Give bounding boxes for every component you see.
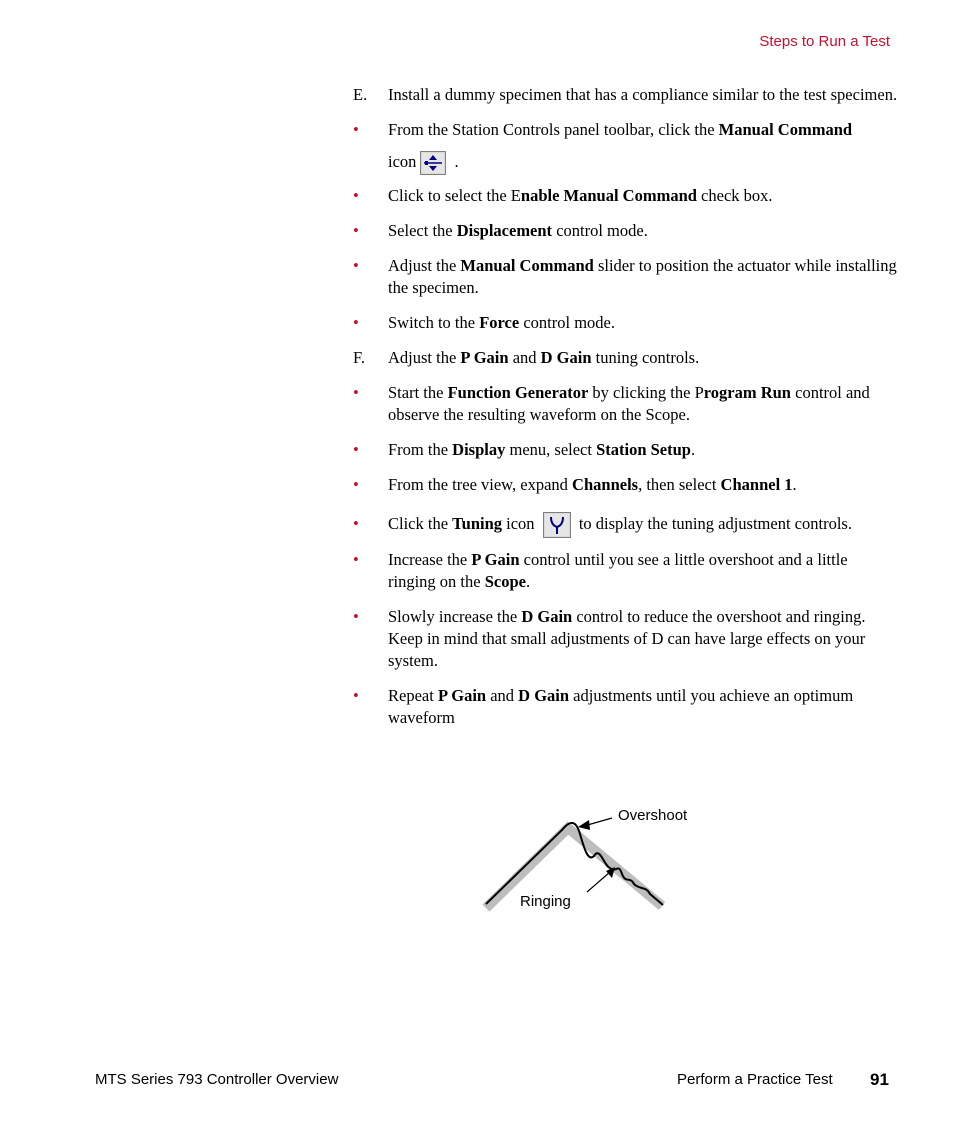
step-marker: E. xyxy=(353,85,368,104)
step-text-pre: Slowly increase the xyxy=(388,607,522,626)
step-text-bold: Manual Command xyxy=(460,256,594,275)
bullet-marker: • xyxy=(353,550,359,569)
bullet-marker: • xyxy=(353,440,359,459)
step-text-post: . xyxy=(525,572,531,591)
step-f-bullet-7 xyxy=(353,685,898,729)
step-text-post: control mode. xyxy=(552,221,648,240)
bullet-marker: • xyxy=(353,313,359,332)
step-f-bullet-4 xyxy=(353,509,898,539)
step-text-bold: P Gain xyxy=(471,550,520,569)
step-text-pre: From the tree view, expand xyxy=(388,475,573,494)
bullet-marker: • xyxy=(353,686,359,705)
step-text-post: icon xyxy=(388,152,417,171)
step-text-pre: Start the xyxy=(388,383,448,402)
step-text-bold: D Gain xyxy=(521,607,573,626)
step-text-bold: Scope xyxy=(484,572,526,591)
overshoot-arrowhead xyxy=(578,820,590,830)
step-text-mid: by clicking the P xyxy=(588,383,704,402)
step-f-bullet-1 xyxy=(353,382,898,426)
step-f-bullet-2 xyxy=(353,439,898,461)
step-text-bold: Channel 1 xyxy=(720,475,793,494)
waveform-figure xyxy=(470,800,710,925)
step-e-bullet-3 xyxy=(353,220,898,242)
step-text-bold: Force xyxy=(479,313,520,332)
step-e-bullet-2 xyxy=(353,185,898,207)
step-e-bullet-5 xyxy=(353,312,898,334)
step-text-post: to display the tuning adjustment controls. xyxy=(574,514,852,533)
step-text-bold: rogram Run xyxy=(703,383,791,402)
step-text-bold: Station Setup xyxy=(596,440,691,459)
step-text-pre: Increase the xyxy=(388,550,472,569)
step-text-mid: and xyxy=(486,686,519,705)
procedure-steps xyxy=(353,84,898,742)
step-text-mid: , then select xyxy=(638,475,721,494)
step-text-mid: icon xyxy=(502,514,539,533)
step-text-bold: Manual Command xyxy=(718,120,853,139)
step-f-bullet-5 xyxy=(353,549,898,593)
step-marker: F. xyxy=(353,348,365,367)
step-text-bold: Displacement xyxy=(456,221,553,240)
step-text-pre: Adjust the xyxy=(388,256,461,275)
bullet-marker: • xyxy=(353,514,359,533)
step-text-pre: Switch to the xyxy=(388,313,480,332)
ringing-leader xyxy=(587,872,610,892)
step-text-pre: Repeat xyxy=(388,686,438,705)
step-f-bullet-3 xyxy=(353,474,898,496)
step-f-bullet-6 xyxy=(353,606,898,672)
step-text-post: control to reduce the overshoot and ringing. Keep in mind that small adjustments of D can have large effects on your system. xyxy=(388,607,866,670)
step-text-post: control and observe the resulting waveform on the Scope. xyxy=(388,383,870,424)
step-text-mid: menu, select xyxy=(505,440,597,459)
tuning-icon xyxy=(543,512,571,538)
footer-title: MTS Series 793 Controller Overview xyxy=(95,1071,339,1088)
overshoot-label: Overshoot xyxy=(618,807,688,824)
step-text-bold: P Gain xyxy=(437,686,487,705)
ringing-label: Ringing xyxy=(520,893,571,910)
step-text-pre: From the Station Controls panel toolbar, click the xyxy=(388,120,719,139)
step-text-post: . xyxy=(792,475,797,494)
step-text-pre: Click to select the E xyxy=(388,186,521,205)
step-e-bullet-4 xyxy=(353,255,898,299)
step-e xyxy=(353,84,898,106)
step-text-post: control mode. xyxy=(519,313,615,332)
step-f xyxy=(353,347,898,369)
bullet-marker: • xyxy=(353,120,359,139)
step-text-post: tuning controls. xyxy=(591,348,700,367)
step-text-bold: D Gain xyxy=(518,686,570,705)
footer-section: Perform a Practice Test xyxy=(677,1071,833,1088)
bullet-marker: • xyxy=(353,256,359,275)
step-text-pre: Adjust the xyxy=(388,348,461,367)
step-text-pre: Select the xyxy=(388,221,457,240)
step-text-bold: Display xyxy=(452,440,506,459)
ideal-waveform xyxy=(486,828,662,908)
step-text-post: slider to position the actuator while installing the specimen. xyxy=(388,256,897,297)
bullet-marker: • xyxy=(353,186,359,205)
step-text-bold: Tuning xyxy=(452,514,503,533)
step-text-post: . xyxy=(690,440,696,459)
step-text-bold: D Gain xyxy=(540,348,592,367)
step-text-mid: control until you see a little overshoot and a little ringing on the xyxy=(388,550,848,591)
step-text-pre: Click the xyxy=(388,514,453,533)
step-text-post: check box. xyxy=(696,186,773,205)
bullet-marker: • xyxy=(353,221,359,240)
step-text-bold: Channels xyxy=(572,475,639,494)
step-text-post: adjustments until you achieve an optimum waveform xyxy=(388,686,854,727)
step-e-bullet-1 xyxy=(353,114,898,178)
running-header: Steps to Run a Test xyxy=(759,33,890,50)
step-text-pre: From the xyxy=(388,440,453,459)
bullet-marker: • xyxy=(353,475,359,494)
step-text: Install a dummy specimen that has a compliance similar to the test specimen. xyxy=(388,85,898,104)
step-text-mid: and xyxy=(508,348,541,367)
bullet-marker: • xyxy=(353,607,359,626)
step-text-bold: nable Manual Command xyxy=(520,186,697,205)
page-number: 91 xyxy=(870,1070,889,1089)
bullet-marker: • xyxy=(353,383,359,402)
manual-command-icon xyxy=(420,151,446,175)
step-text-bold: Function Generator xyxy=(447,383,589,402)
step-text-bold: P Gain xyxy=(460,348,509,367)
step-text-period: . xyxy=(450,152,459,171)
